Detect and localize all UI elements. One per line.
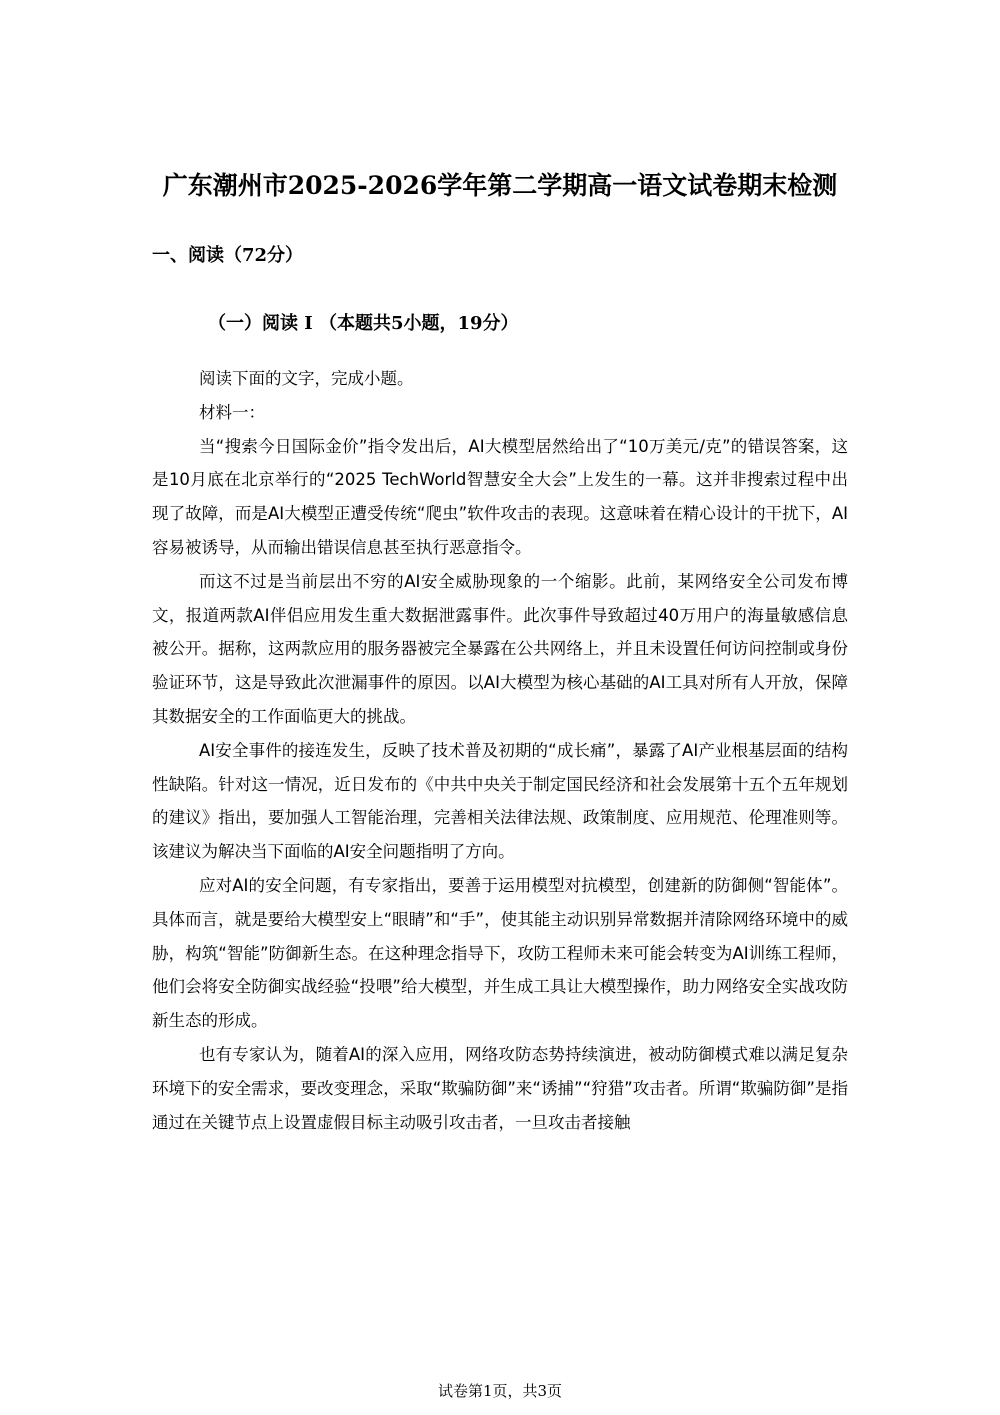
instruction-paragraph: 阅读下面的文字，完成小题。 <box>199 369 414 388</box>
passage-paragraph: 当“搜索今日国际金价”指令发出后，AI大模型居然给出了“10万美元/克”的错误答案，这是10月底在北京举行的“2025 TechWorld智慧安全大会”上发生的一幕。这并非搜索过程中出现了故障，而是AI大模型正遭受传统“爬虫”软件攻击的表现。这意味着在精心设计的干扰下，AI容易被诱导，从而输出错误信息甚至执行恶意指令。 <box>152 436 848 557</box>
page-footer: 试卷第1页，共3页 <box>437 1382 563 1400</box>
section-heading-reading: 一、阅读（72分） <box>152 245 304 266</box>
material-label: 材料一： <box>199 402 265 422</box>
exam-title: 广东潮州市2025-2026学年第二学期高一语文试卷期末检测 <box>162 171 838 200</box>
sub-heading-reading-1: （一）阅读 I （本题共5小题，19分） <box>208 313 519 334</box>
passage-paragraph: 也有专家认为，随着AI的深入应用，网络攻防态势持续演进，被动防御模式难以满足复杂环境下的安全需求，要改变理念，采取“欺骗防御”来“诱捕”“狩猎”攻击者。所谓“欺骗防御”是指通过在关键节点上设置虚假目标主动吸引攻击者，一旦攻击者接触 <box>152 1044 848 1132</box>
passage-paragraph: 应对AI的安全问题，有专家指出，要善于运用模型对抗模型，创建新的防御侧“智能体”。具体而言，就是要给大模型安上“眼睛”和“手”，使其能主动识别异常数据并清除网络环境中的威胁，构筑“智能”防御新生态。在这种理念指导下，攻防工程师未来可能会转变为AI训练工程师，他们会将安全防御实战经验“投喂”给大模型，并生成工具让大模型操作，助力网络安全实战攻防新生态的形成。 <box>152 875 848 1031</box>
passage-paragraph: 而这不过是当前层出不穷的AI安全威胁现象的一个缩影。此前，某网络安全公司发布博文，报道两款AI伴侣应用发生重大数据泄露事件。此次事件导致超过40万用户的海量敏感信息被公开。据称，这两款应用的服务器被完全暴露在公共网络上，并且未设置任何访问控制或身份验证环节，这是导致此次泄漏事件的原因。以AI大模型为核心基础的AI工具对所有人开放，保障其数据安全的工作面临更大的挑战。 <box>152 571 848 726</box>
passage-paragraph: AI安全事件的接连发生，反映了技术普及初期的“成长痛”，暴露了AI产业根基层面的结构性缺陷。针对这一情况，近日发布的《中共中央关于制定国民经济和社会发展第十五个五年规划的建议》指出，要加强人工智能治理，完善相关法律法规、政策制度、应用规范、伦理准则等。该建议为解决当下面临的AI安全问题指明了方向。 <box>152 740 848 862</box>
reading-passage <box>152 362 848 1139</box>
